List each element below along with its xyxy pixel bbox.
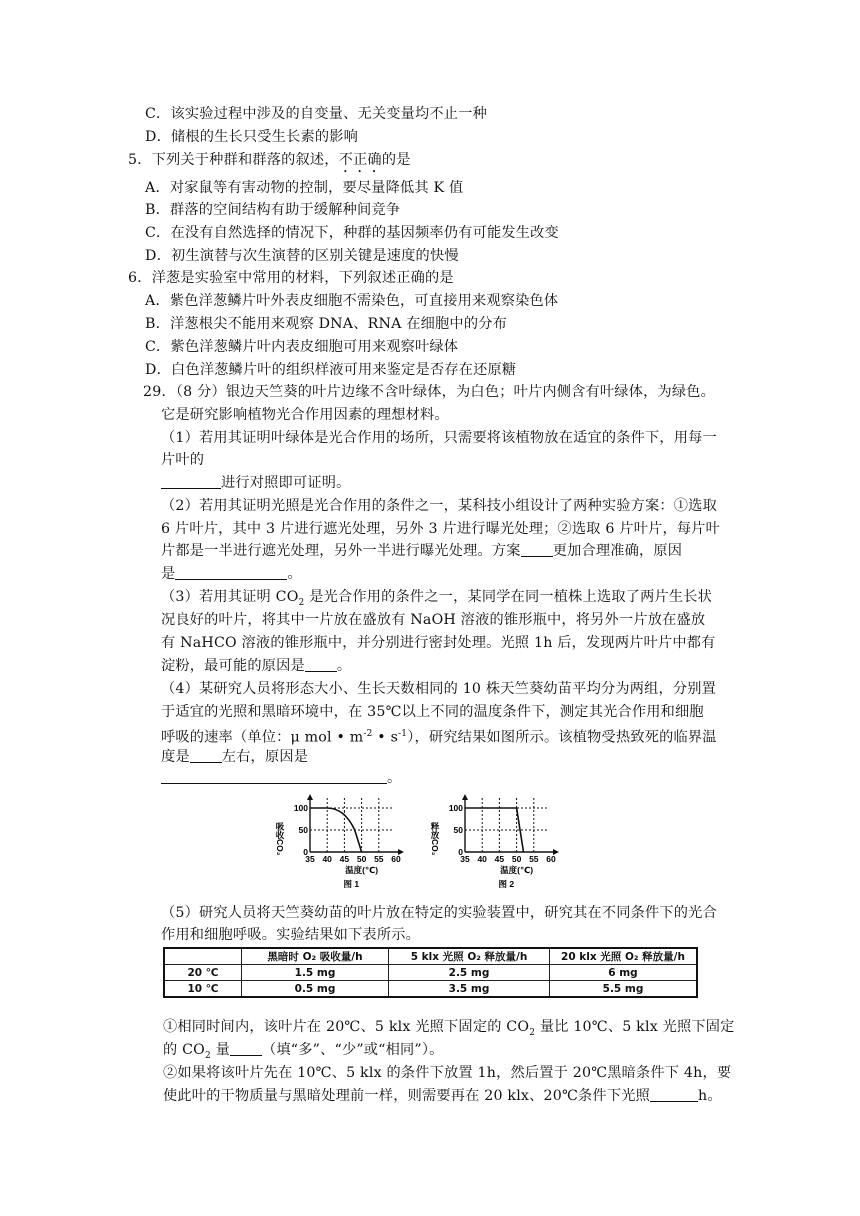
- x-tick-label: 55: [374, 854, 384, 864]
- q29-part4-text-b: • s: [372, 729, 399, 746]
- table-row: [164, 965, 697, 981]
- y-tick-label: 0: [303, 847, 308, 857]
- y-axis-label: 释放CO₂: [430, 822, 440, 856]
- figure-caption: 图 2: [498, 879, 515, 889]
- answer-blank-2[interactable]: [521, 542, 553, 557]
- answer-blank-3[interactable]: [175, 565, 287, 580]
- q29-sub2-line2: [163, 1085, 722, 1107]
- y-tick-label: 50: [453, 825, 463, 835]
- q29-part3-text-b: 是光合作用的条件之一，某同学在同一植株上选取了两片生长状: [304, 589, 713, 605]
- q29-part4-text-e: 左右，原因是: [221, 749, 309, 765]
- table-cell: 6 mg: [550, 965, 698, 981]
- q6-option-b: B．洋葱根尖不能用来观察 DNA、RNA 在细胞中的分布: [145, 316, 507, 332]
- question-6: 6．洋葱是实验室中常用的材料，下列叙述正确的是: [128, 270, 454, 286]
- q29-part5-line2: 作用和细胞呼吸。实验结果如下表所示。: [161, 927, 420, 943]
- data-point: [499, 807, 500, 808]
- answer-blank-6[interactable]: [161, 769, 387, 784]
- y-axis-arrow: [462, 794, 468, 800]
- q29-part4-line5: [161, 767, 401, 789]
- co2-subscript: 2: [298, 597, 305, 608]
- x-axis-label: 温度(℃): [345, 865, 379, 875]
- results-table: [163, 947, 698, 998]
- table-cell: 2.5 mg: [389, 965, 550, 981]
- y-tick-label: 100: [448, 803, 463, 813]
- q29-part1-line3: [161, 472, 351, 494]
- co2-subscript: 2: [204, 1050, 211, 1061]
- q5-option-d: D．初生演替与次生演替的区别关键是速度的快慢: [145, 248, 459, 264]
- figure-caption: 图 1: [343, 879, 360, 889]
- q29-sub1-text-e: （填“多”、“少”或“相同”）。: [262, 1042, 444, 1058]
- table-header-row: [164, 948, 697, 965]
- y-tick-label: 100: [293, 803, 308, 813]
- question-5: [128, 149, 411, 176]
- q5-emphasis: 不正确: [338, 152, 382, 168]
- x-tick-label: 35: [305, 854, 315, 864]
- co2-subscript: 2: [529, 1027, 536, 1038]
- q5-option-c: C．在没有自然选择的情况下，种群的基因频率仍有可能发生改变: [145, 225, 559, 241]
- q29-part3-text-a: （3）若用其证明 CO: [161, 589, 299, 605]
- table-cell: 1.5 mg: [242, 965, 389, 981]
- data-point: [523, 851, 524, 852]
- data-point: [344, 812, 345, 813]
- x-tick-label: 35: [460, 854, 470, 864]
- q29-part4-line2: 于适宜的光照和黑暗环境中，在 35℃以上不同的温度条件下，测定其光合作用和细胞: [161, 704, 704, 720]
- q29-sub1-text-a: ①相同时间内，该叶片在 20℃、5 klx 光照下固定的 CO: [163, 1019, 530, 1035]
- q29-part2-line2: 6 片叶片，其中 3 片进行遮光处理，另外 3 片进行曝光处理；②选取 6 片叶片，每片叶: [161, 521, 721, 537]
- q29-sub1-text-b: 量比 10℃、5 klx 光照下固定: [535, 1019, 735, 1035]
- table-cell: 20 ℃: [164, 965, 242, 981]
- q29-sub1-text-c: 的 CO: [163, 1042, 205, 1058]
- q29-sub1-text-d: 量: [210, 1042, 231, 1058]
- q29-part1-text: 进行对照即可证明。: [221, 475, 351, 491]
- q29-part2-line1: （2）若用其证明光照是光合作用的条件之一，某科技小组设计了两种实验方案：①选取: [161, 498, 717, 514]
- q29-part4-line1: （4）某研究人员将形态大小、生长天数相同的 10 株天竺葵幼苗平均分为两组，分别置: [161, 681, 717, 697]
- q6-option-d: D．白色洋葱鳞片叶的组织样液可用来鉴定是否存在还原糖: [145, 362, 517, 378]
- q29-part3-text-c: 淀粉，最可能的原因是: [161, 658, 305, 674]
- data-point: [327, 807, 328, 808]
- q29-part2-line3: [161, 540, 682, 562]
- q29-part3-line3: 有 NaHCO 溶液的锥形瓶中，并分别进行密封处理。光照 1h 后，发现两片叶片中都有: [161, 635, 716, 651]
- x-tick-label: 60: [391, 854, 401, 864]
- x-tick-label: 60: [546, 854, 556, 864]
- q29-part4-line4: [161, 746, 308, 768]
- q29-sub2-line1: ②如果将该叶片先在 10℃、5 klx 的条件下放置 1h，然后置于 20℃黑暗条件下 4h，要: [163, 1065, 732, 1081]
- table-header-cell: 20 klx 光照 O₂ 释放量/h: [550, 948, 698, 965]
- data-point: [464, 807, 465, 808]
- q29-part2-text-a: 片都是一半进行遮光处理，另外一半进行曝光处理。方案: [161, 543, 521, 559]
- data-point: [516, 807, 517, 808]
- table-cell: 5.5 mg: [550, 981, 698, 998]
- q29-part3-text-d: 。: [336, 658, 352, 674]
- table-cell: 0.5 mg: [242, 981, 389, 998]
- q29-part4-line3: [161, 723, 717, 749]
- q29-part2-text-b: 更加合理准确，原因: [552, 543, 683, 559]
- answer-blank-5[interactable]: [190, 748, 222, 763]
- y-axis-label: 吸收CO₂: [275, 822, 285, 856]
- unit-exponent-1: -2: [363, 729, 373, 739]
- q29-part4-text-d: 度是: [161, 749, 190, 765]
- unit-exponent-2: -1: [398, 729, 408, 739]
- table-cell: 10 ℃: [164, 981, 242, 998]
- q29-part5-line1: （5）研究人员将天竺葵幼苗的叶片放在特定的实验装置中，研究其在不同条件下的光合: [161, 905, 717, 921]
- q29-part2-text-c: 是: [161, 566, 176, 582]
- q29-part2-line4: [161, 563, 302, 585]
- x-tick-label: 45: [339, 854, 350, 864]
- q29-part1-line2: 片叶的: [161, 452, 205, 468]
- table-header-cell: 5 klx 光照 O₂ 释放量/h: [389, 948, 550, 965]
- q5-option-b: B．群落的空间结构有助于缓解种间竞争: [145, 202, 401, 218]
- data-point: [309, 807, 310, 808]
- question-29: 29．（8 分）银边天竺葵的叶片边缘不含叶绿体，为白色；叶片内侧含有叶绿体，为绿色。: [143, 384, 716, 400]
- q5-stem-end: 的是: [381, 152, 411, 168]
- x-tick-label: 55: [529, 854, 539, 864]
- q29-intro: 它是研究影响植物光合作用因素的理想材料。: [161, 407, 449, 423]
- q29-part3-line2: 况良好的叶片，将其中一片放在盛放有 NaOH 溶液的锥形瓶中，将另外一片放在盛放: [161, 612, 706, 628]
- answer-blank-1[interactable]: [161, 474, 221, 489]
- y-axis-arrow: [307, 794, 313, 800]
- x-axis-label: 温度(℃): [500, 865, 534, 875]
- table-row: [164, 981, 697, 998]
- answer-blank-8[interactable]: [650, 1087, 698, 1102]
- answer-blank-7[interactable]: [230, 1041, 262, 1056]
- q6-option-a: A．紫色洋葱鳞片叶外表皮细胞不需染色，可直接用来观察染色体: [145, 293, 559, 309]
- q29-sub2-text-b: h。: [697, 1088, 722, 1104]
- y-tick-label: 50: [298, 825, 308, 835]
- data-point: [482, 807, 483, 808]
- q29-part4-text-c: ），研究结果如图所示。该植物受热致死的临界温: [407, 729, 717, 746]
- q6-option-c: C．紫色洋葱鳞片叶内表皮细胞可用来观察叶绿体: [145, 339, 459, 355]
- q5-option-a: A．对家鼠等有害动物的控制，要尽量降低其 K 值: [145, 180, 464, 196]
- q29-sub2-text-a: 使此叶的干物质量与黑暗处理前一样，则需要再在 20 klx、20℃条件下光照: [163, 1088, 650, 1104]
- x-tick-label: 50: [511, 854, 522, 864]
- data-point: [354, 829, 355, 830]
- data-point: [361, 851, 362, 852]
- q5-stem-start: 5．下列关于种群和群落的叙述，: [128, 152, 339, 168]
- q4-option-c: C．该实验过程中涉及的自变量、无关变量均不止一种: [145, 106, 487, 122]
- answer-blank-4[interactable]: [305, 657, 337, 672]
- x-tick-label: 40: [322, 854, 332, 864]
- q4-option-d: D．储根的生长只受生长素的影响: [145, 129, 359, 145]
- table-header-cell: [164, 948, 242, 965]
- y-tick-label: 0: [458, 847, 463, 857]
- table-header-cell: 黑暗时 O₂ 吸收量/h: [242, 948, 389, 965]
- q29-part2-text-d: 。: [287, 566, 302, 582]
- q29-part4-text-f: 。: [387, 770, 402, 786]
- q29-part3-line4: [161, 655, 351, 677]
- x-tick-label: 50: [356, 854, 367, 864]
- table-cell: 3.5 mg: [389, 981, 550, 998]
- q29-part1-line1: （1）若用其证明叶绿体是光合作用的场所，只需要将该植物放在适宜的条件下，用每一: [161, 430, 717, 446]
- x-tick-label: 40: [477, 854, 487, 864]
- x-tick-label: 45: [494, 854, 505, 864]
- figures: [270, 788, 590, 892]
- q29-part4-text-a: 呼吸的速率（单位：μ mol • m: [161, 729, 364, 746]
